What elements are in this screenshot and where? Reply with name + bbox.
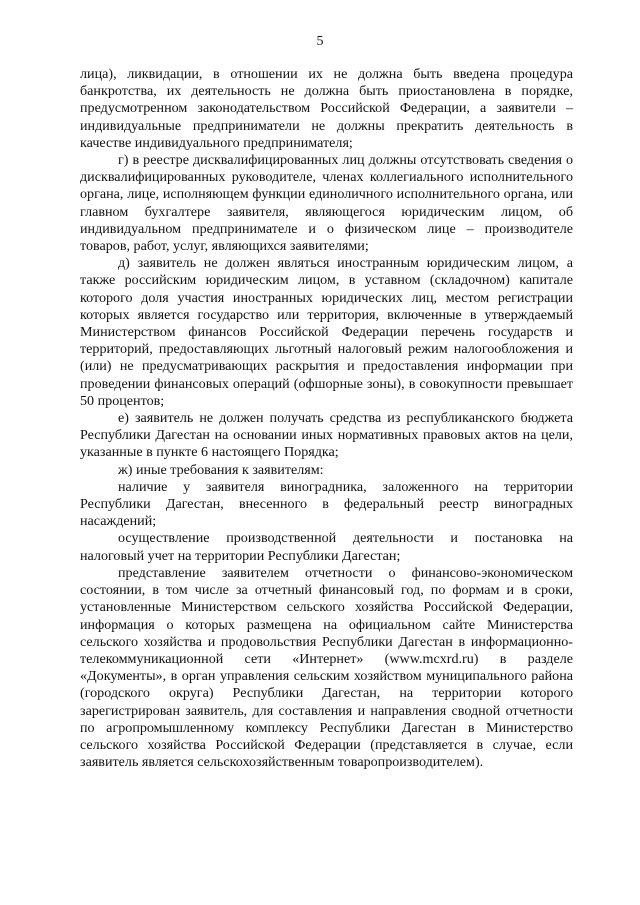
paragraph-item-zh: ж) иные требования к заявителям: <box>118 461 324 478</box>
paragraph-continuation: лица), ликвидации, в отношении их не должна быть введена процедура банкротства, их деятельность не должна быть приостановлена в порядке, предусмотренном законодательством Российской Федерации, а заявители – индивидуальные предприниматели не должны прекратить деятельность в качестве индивидуального предпринимателя; <box>80 66 573 151</box>
paragraph-reporting: представление заявителем отчетности о финансово-экономическом состоянии, в том числе за отчетный финансовый год, по формам и в сроки, установленные Министерством сельского хозяйства Российской Федерации, информация о которых размещена на официальном сайте Министерства сельского хозяйства и продовольствия Республики Дагестан в информационно-телекоммуникационной сети «Интернет» (www.mcxrd.ru) в разделе «Документы», в орган управления сельским хозяйством муниципального района (городского округа) Республики Дагестан, на территории которого зарегистрирован заявитель, для составления и направления сводной отчетности по агропромышленному комплексу Республики Дагестан в Министерство сельского хозяйства Российской Федерации (представляется в случае, если заявитель является сельскохозяйственным товаропроизводителем). <box>80 564 573 771</box>
paragraph-item-e: е) заявитель не должен получать средства из республиканского бюджета Республики Дагестан на основании иных нормативных правовых актов на цели, указанные в пункте 6 настоящего Порядка; <box>80 410 573 461</box>
page-number: 5 <box>316 34 324 49</box>
paragraph-item-d: д) заявитель не должен являться иностранным юридическим лицом, а также российским юридическим лицом, в уставном (складочном) капитале которого доля участия иностранных юридических лиц, местом регистрации которых является государство или территория, включенные в утверждаемый Министерством финансов Российской Федерации перечень государств и территорий, предоставляющих льготный налоговый режим налогообложения и (или) не предусматривающих раскрытия и предоставления информации при проведении финансовых операций (офшорные зоны), в совокупности превышает 50 процентов; <box>80 255 573 409</box>
paragraph-production: осуществление производственной деятельности и постановка на налоговый учет на территории Республики Дагестан; <box>80 530 573 564</box>
paragraph-vineyard: наличие у заявителя виноградника, заложенного на территории Республики Дагестан, внесенного в федеральный реестр виноградных насаждений; <box>80 478 573 530</box>
paragraph-item-g: г) в реестре дисквалифицированных лиц должны отсутствовать сведения о дисквалифицированных руководителе, членах коллегиального исполнительного органа, лице, исполняющем функции единоличного исполнительного органа, или главном бухгалтере заявителя, являющегося юридическим лицом, об индивидуальном предпринимателе и о физическом лице – производителе товаров, работ, услуг, являющихся заявителями; <box>80 152 573 255</box>
document-body <box>80 66 573 771</box>
